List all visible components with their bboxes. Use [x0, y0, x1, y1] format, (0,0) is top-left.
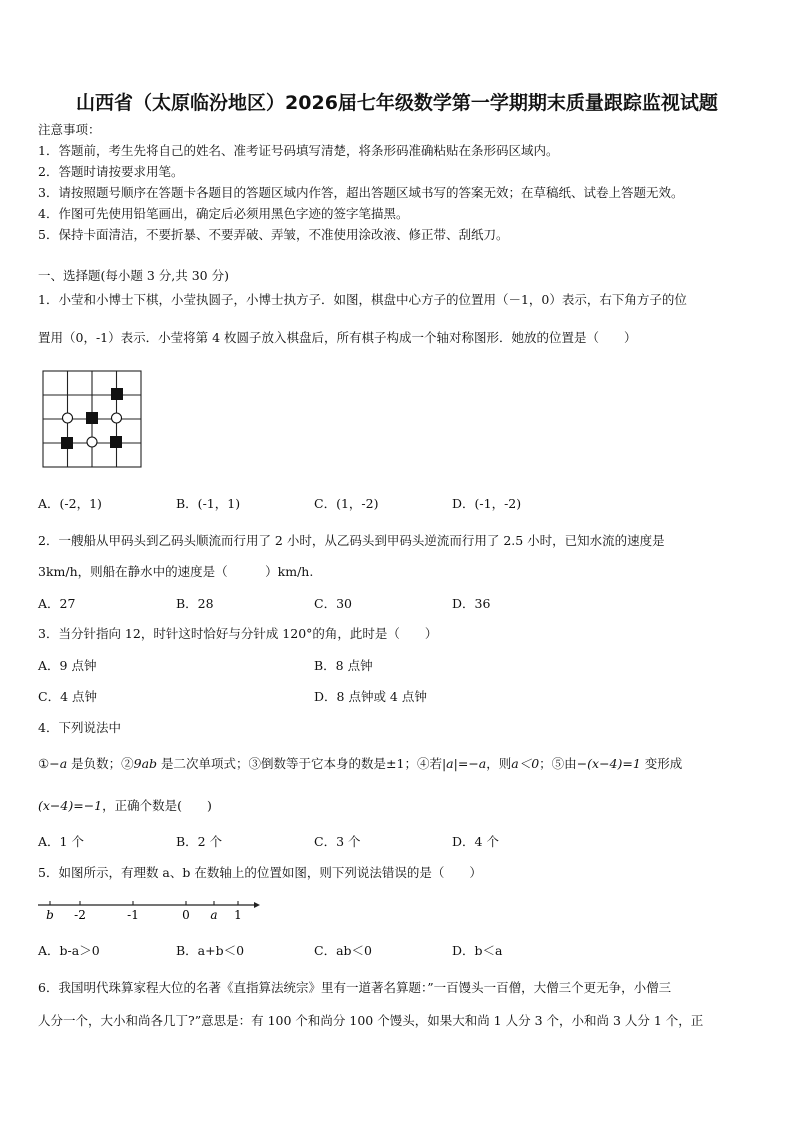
math-expression: 9ab	[133, 756, 158, 771]
option-b[interactable]: B．(-1，1)	[176, 496, 241, 511]
section-heading: 一、选择题(每小题 3 分,共 30 分)	[38, 268, 229, 283]
option-c[interactable]: C．(1，-2)	[314, 496, 379, 511]
question-5-text: 5．如图所示，有理数 a、b 在数轴上的位置如图，则下列说法错误的是（ ）	[38, 865, 482, 880]
option-a[interactable]: A．1 个	[38, 834, 84, 849]
notice-item: 2．答题时请按要求用笔。	[38, 164, 184, 179]
notice-item: 5．保持卡面清洁，不要折暴、不要弄破、弄皱，不准使用涂改液、修正带、刮纸刀。	[38, 227, 509, 242]
option-d[interactable]: D．4 个	[452, 834, 499, 849]
notice-item: 4．作图可先使用铅笔画出，确定后必须用黑色字迹的签字笔描黑。	[38, 206, 409, 221]
statement-text: 是负数；②	[67, 756, 134, 771]
question-4-statements	[38, 754, 682, 772]
question-1-text: 置用（0，-1）表示．小莹将第 4 枚圆子放入棋盘后，所有棋子构成一个轴对称图形．她放的位置是（ ）	[38, 330, 637, 345]
axis-label: 1	[234, 908, 242, 922]
notice-heading: 注意事项：	[38, 122, 101, 137]
option-a[interactable]: A．b-a＞0	[38, 943, 100, 958]
axis-label: 0	[182, 908, 190, 922]
option-d[interactable]: D．36	[452, 596, 491, 611]
option-a[interactable]: A．27	[38, 596, 76, 611]
statement-1-marker: ①	[38, 756, 50, 771]
question-1-text: 1．小莹和小博士下棋，小莹执圆子，小博士执方子．如图，棋盘中心方子的位置用（－1，0）表示，右下角方子的位	[38, 292, 687, 307]
round-piece	[112, 413, 122, 423]
option-a[interactable]: A．(-2，1)	[38, 496, 102, 511]
notice-item: 3．请按照题号顺序在答题卡各题目的答题区域内作答，超出答题区域书写的答案无效；在草稿纸、试卷上答题无效。	[38, 185, 684, 200]
question-2-text: 3km/h，则船在静水中的速度是（ ）km/h.	[38, 564, 314, 579]
statement-text: ；⑤由	[539, 756, 577, 771]
question-4-text: 4．下列说法中	[38, 720, 121, 735]
number-line-figure	[36, 890, 262, 924]
round-piece	[87, 437, 97, 447]
option-b[interactable]: B．28	[176, 596, 214, 611]
statement-text: 是二次单项式；③倒数等于它本身的数是±1；④若	[157, 756, 442, 771]
axis-label-a: a	[210, 908, 218, 922]
question-6-text: 6．我国明代珠算家程大位的名著《直指算法统宗》里有一道著名算题：”一百馒头一百僧，大僧三个更无争，小僧三	[38, 980, 672, 995]
statement-text: 变形成	[640, 756, 683, 771]
option-d[interactable]: D．b＜a	[452, 943, 503, 958]
square-piece	[110, 436, 122, 448]
square-piece	[86, 412, 98, 424]
math-expression: −(x−4)=1	[576, 756, 641, 771]
statement-text: ，则	[486, 756, 512, 771]
math-expression: −a	[49, 756, 68, 771]
question-6-text: 人分一个，大小和尚各几丁?”意思是：有 100 个和尚分 100 个馒头，如果大和尚 1 人分 3 个，小和尚 3 人分 1 个，正	[38, 1013, 704, 1028]
option-c[interactable]: C．4 点钟	[38, 689, 97, 704]
axis-label: -2	[74, 908, 86, 922]
square-piece	[61, 437, 73, 449]
option-b[interactable]: B．a+b＜0	[176, 943, 245, 958]
round-piece	[63, 413, 73, 423]
page-title: 山西省（太原临汾地区）2026届七年级数学第一学期期末质量跟踪监视试题	[76, 92, 718, 114]
option-d[interactable]: D．8 点钟或 4 点钟	[314, 689, 427, 704]
math-expression: a＜0	[511, 756, 540, 771]
option-c[interactable]: C．30	[314, 596, 352, 611]
axis-label-b: b	[46, 908, 54, 922]
option-b[interactable]: B．2 个	[176, 834, 223, 849]
question-3-text: 3．当分针指向 12，时针这时恰好与分针成 120°的角，此时是（ ）	[38, 626, 438, 641]
axis-label: -1	[127, 908, 139, 922]
option-d[interactable]: D．(-1，-2)	[452, 496, 522, 511]
question-2-text: 2．一艘船从甲码头到乙码头顺流而行用了 2 小时，从乙码头到甲码头逆流而行用了 2.5 小时，已知水流的速度是	[38, 533, 665, 548]
statement-text: ，正确个数是( )	[102, 798, 212, 813]
option-c[interactable]: C．ab＜0	[314, 943, 372, 958]
math-expression: |a|=−a	[441, 756, 487, 771]
option-a[interactable]: A．9 点钟	[38, 658, 97, 673]
chessboard-figure	[40, 368, 144, 470]
notice-item: 1．答题前，考生先将自己的姓名、准考证号码填写清楚，将条形码准确粘贴在条形码区域内。	[38, 143, 559, 158]
option-b[interactable]: B．8 点钟	[314, 658, 373, 673]
square-piece	[111, 388, 123, 400]
question-4-statements-cont	[38, 796, 212, 814]
math-expression: (x−4)=−1	[38, 798, 103, 813]
option-c[interactable]: C．3 个	[314, 834, 361, 849]
